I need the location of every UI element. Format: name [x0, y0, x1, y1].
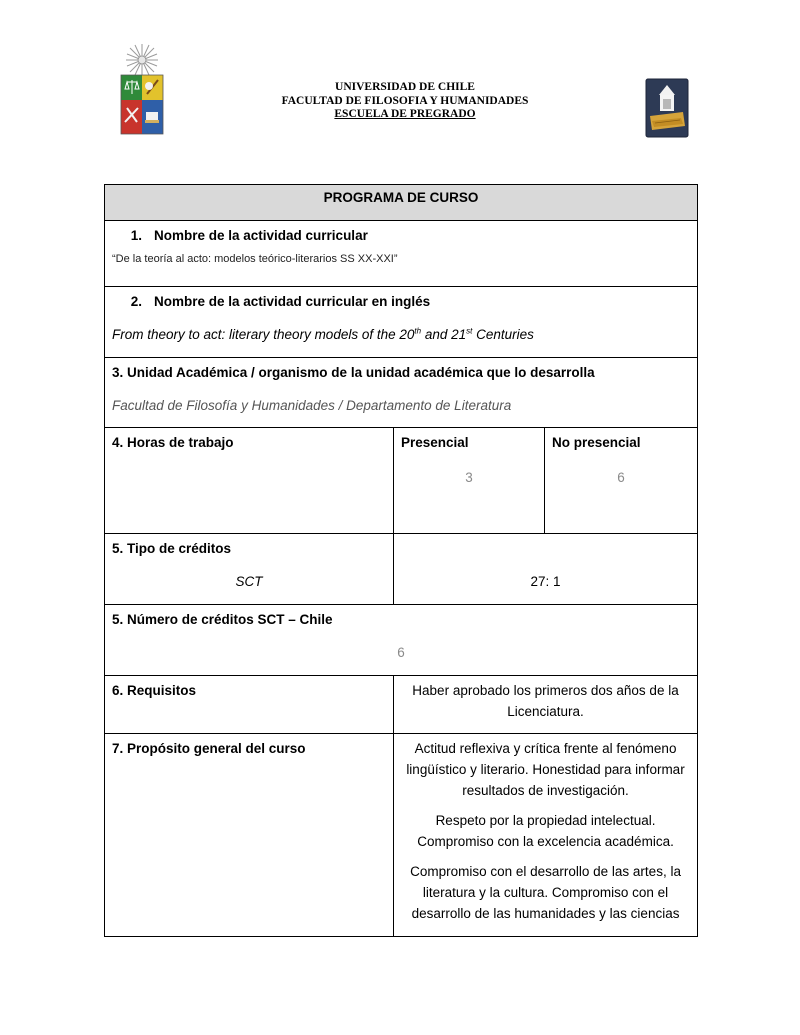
section-1-value: “De la teoría al acto: modelos teórico-literarios SS XX-XXI” — [112, 253, 398, 265]
section-4-presencial — [394, 428, 545, 534]
purpose-paragraph: Actitud reflexiva y crítica frente al fenómeno lingüístico y literario. Honestidad para informar resultados de investigación. — [406, 741, 685, 798]
section-6-value: Haber aprobado los primeros dos años de la Licenciatura. — [394, 676, 698, 734]
section-7-label: 7. Propósito general del curso — [105, 734, 394, 937]
purpose-paragraph: Respeto por la propiedad intelectual. Compromiso con la excelencia académica. — [417, 813, 674, 849]
section-1-label-text: Nombre de la actividad curricular — [154, 228, 368, 243]
purpose-paragraph: Compromiso con el desarrollo de las artes, la literatura y la cultura. Compromiso con el desarrollo de las humanidades y las ciencias — [410, 864, 681, 921]
section-2-value — [112, 324, 690, 345]
no-presencial-value: 6 — [617, 470, 625, 485]
section-2-label — [112, 291, 690, 312]
header-school: ESCUELA DE PREGRADO — [334, 108, 476, 120]
header-faculty: FACULTAD DE FILOSOFIA Y HUMANIDADES — [281, 94, 529, 107]
section-3-academic-unit — [105, 358, 698, 428]
section-5-credit-ratio — [394, 534, 698, 605]
section-2-sup2: st — [466, 326, 473, 336]
section-5b-label: 5. Número de créditos SCT – Chile — [112, 612, 333, 627]
facultad-filosofia-crest — [645, 78, 689, 138]
section-3-label: 3. Unidad Académica / organismo de la unidad académica que lo desarrolla — [112, 365, 595, 380]
presencial-label: Presencial — [401, 435, 469, 450]
universidad-de-chile-crest — [119, 42, 165, 136]
section-2-label-text: Nombre de la actividad curricular en inglés — [154, 294, 431, 309]
section-7-purpose — [394, 734, 698, 937]
credit-type-value: SCT — [235, 574, 263, 589]
section-2-value-part3: Centuries — [472, 327, 534, 342]
section-1-number: 1. — [130, 228, 142, 243]
section-5b-credit-count — [105, 605, 698, 676]
course-program-table — [104, 184, 698, 937]
section-1-label — [112, 225, 690, 246]
section-2-english-name — [105, 287, 698, 358]
presencial-value: 3 — [465, 470, 473, 485]
credit-count-value: 6 — [397, 645, 405, 660]
section-4-no-presencial — [545, 428, 698, 534]
section-5-credit-type — [105, 534, 394, 605]
section-1-activity-name — [105, 221, 698, 287]
table-title: PROGRAMA DE CURSO — [105, 185, 698, 221]
section-2-value-part2: and 21 — [421, 327, 467, 342]
section-6-label: 6. Requisitos — [105, 676, 394, 734]
section-2-number: 2. — [130, 294, 142, 309]
header-university: UNIVERSIDAD DE CHILE — [335, 81, 475, 93]
credit-ratio-value: 27: 1 — [530, 574, 561, 589]
section-4-label: 4. Horas de trabajo — [105, 428, 394, 534]
no-presencial-label: No presencial — [552, 435, 641, 450]
institution-header — [230, 81, 580, 122]
section-2-sup1: th — [414, 326, 422, 336]
section-5-label: 5. Tipo de créditos — [112, 541, 232, 556]
section-2-value-part1: From theory to act: literary theory models of the 20 — [112, 327, 415, 342]
section-3-value: Facultad de Filosofía y Humanidades / Departamento de Literatura — [112, 398, 512, 413]
